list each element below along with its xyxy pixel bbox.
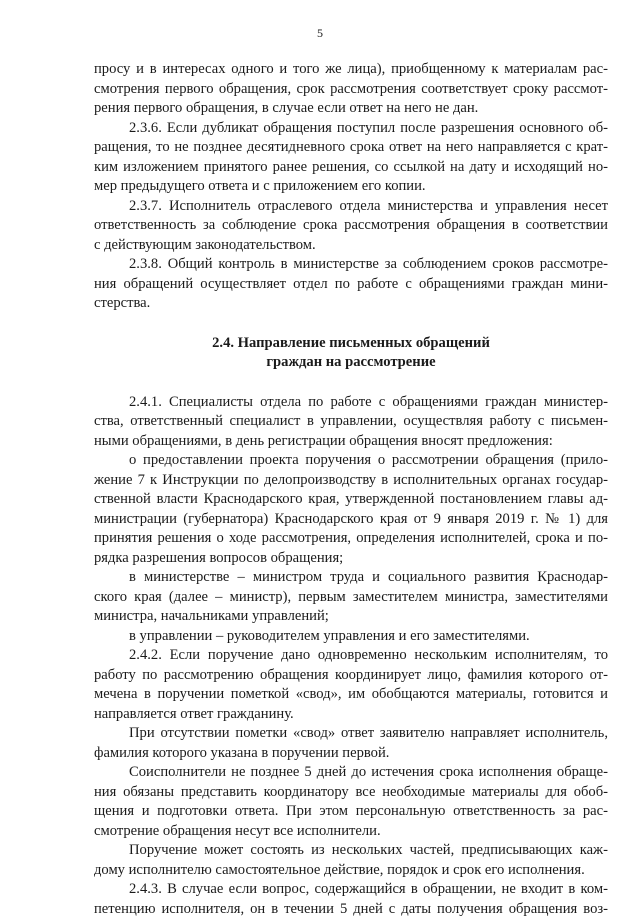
text-line: щения и подготовки ответа. При этом персональную ответственность за рас-	[94, 802, 608, 822]
text-line: рядка разрешения вопросов обращения;	[94, 549, 608, 569]
text-line: 2.4.3. В случае если вопрос, содержащийся в обращении, не входит в ком-	[94, 880, 608, 900]
text-line: жение 7 к Инструкции по делопроизводству в исполнительных органах государ-	[94, 471, 608, 491]
section-2-3-continuation	[94, 60, 608, 314]
text-line: ращения, то не позднее десятидневного срока ответ на него направляется с крат-	[94, 138, 608, 158]
paragraph	[94, 880, 608, 919]
text-line: просу и в интересах одного и того же лица), приобщенному к материалам рас-	[94, 60, 608, 80]
text-line: работу по рассмотрению обращения координирует лицо, фамилия которого от-	[94, 666, 608, 686]
text-line: петенцию исполнителя, он в течении 5 дней с даты получения обращения воз-	[94, 900, 608, 919]
page-number: 5	[0, 26, 640, 40]
text-line: в управлении – руководителем управления и его заместителями.	[94, 627, 608, 647]
paragraph	[94, 60, 608, 119]
paragraph	[94, 568, 608, 627]
paragraph	[94, 119, 608, 197]
text-line: 2.4.1. Специалисты отдела по работе с обращениями граждан министер-	[94, 393, 608, 413]
paragraph	[94, 451, 608, 568]
text-line: направляется ответ гражданину.	[94, 705, 608, 725]
text-line: ния обращений осуществляет отдел по работе с обращениями граждан мини-	[94, 275, 608, 295]
text-line: ким изложением принятого ранее решения, со ссылкой на дату и исходящий но-	[94, 158, 608, 178]
text-line: При отсутствии пометки «свод» ответ заявителю направляет исполнитель,	[94, 724, 608, 744]
text-line: ответственность за соблюдение срока рассмотрения обращения в соответствии	[94, 216, 608, 236]
text-line: мечена в поручении пометкой «свод», им обобщаются материалы, готовится и	[94, 685, 608, 705]
text-line: смотрение обращения несут все исполнители.	[94, 822, 608, 842]
text-line: в министерстве – министром труда и социального развития Краснодар-	[94, 568, 608, 588]
text-line: ства, ответственный специалист в управлении, осуществляя работу с письмен-	[94, 412, 608, 432]
text-line: ственной власти Краснодарского края, утвержденной постановлением главы ад-	[94, 490, 608, 510]
section-heading-line-2: граждан на рассмотрение	[94, 353, 608, 373]
text-line: 2.3.7. Исполнитель отраслевого отдела министерства и управления несет	[94, 197, 608, 217]
paragraph	[94, 197, 608, 256]
text-line: 2.3.6. Если дубликат обращения поступил после разрешения основного об-	[94, 119, 608, 139]
section-heading	[94, 334, 608, 373]
text-line: с действующим законодательством.	[94, 236, 608, 256]
text-line: ния обязаны представить координатору все необходимые материалы для обоб-	[94, 783, 608, 803]
paragraph	[94, 763, 608, 841]
document-body	[94, 60, 608, 919]
text-line: смотрения первого обращения, срок рассмотрения соответствует сроку рассмот-	[94, 80, 608, 100]
text-line: 2.4.2. Если поручение дано одновременно нескольким исполнителям, то	[94, 646, 608, 666]
text-line: о предоставлении проекта поручения о рассмотрении обращения (прило-	[94, 451, 608, 471]
text-line: рения первого обращения, в случае если ответ на него не дан.	[94, 99, 608, 119]
text-line: ными обращениями, в день регистрации обращения вносят предложения:	[94, 432, 608, 452]
text-line: ского края (далее – министр), первым заместителем министра, заместителями	[94, 588, 608, 608]
paragraph	[94, 627, 608, 647]
text-line: 2.3.8. Общий контроль в министерстве за соблюдением сроков рассмотре-	[94, 255, 608, 275]
text-line: дому исполнителю самостоятельное действие, порядок и срок его исполнения.	[94, 861, 608, 881]
text-line: министрации (губернатора) Краснодарского края от 9 января 2019 г. № 1) для	[94, 510, 608, 530]
text-line: принятия решения о ходе рассмотрения, определения исполнителей, срока и по-	[94, 529, 608, 549]
paragraph	[94, 646, 608, 724]
text-line: министра, начальниками управлений;	[94, 607, 608, 627]
text-line: Поручение может состоять из нескольких частей, предписывающих каж-	[94, 841, 608, 861]
paragraph	[94, 724, 608, 763]
text-line: стерства.	[94, 294, 608, 314]
section-2-4-body	[94, 393, 608, 919]
paragraph	[94, 255, 608, 314]
text-line: мер предыдущего ответа и с приложением его копии.	[94, 177, 608, 197]
text-line: фамилия которого указана в поручении первой.	[94, 744, 608, 764]
section-heading-line-1: 2.4. Направление письменных обращений	[94, 334, 608, 354]
paragraph	[94, 841, 608, 880]
text-line: Соисполнители не позднее 5 дней до истечения срока исполнения обраще-	[94, 763, 608, 783]
paragraph	[94, 393, 608, 452]
